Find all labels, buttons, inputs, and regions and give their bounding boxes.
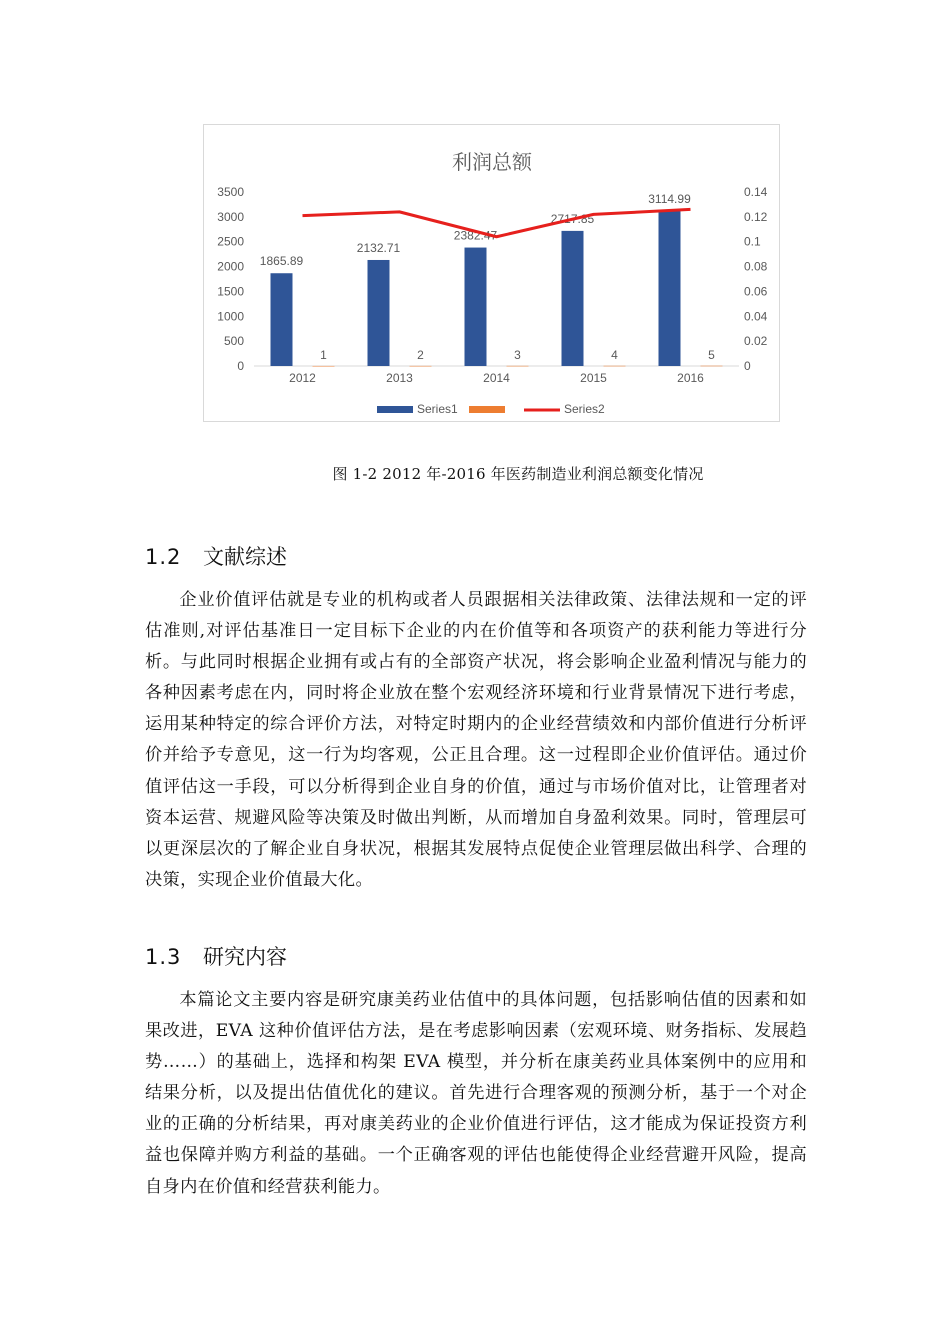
legend-swatch-series-blank (469, 406, 505, 413)
y-right-tick-label: 0.08 (744, 259, 768, 274)
bar-data-label: 2382.47 (453, 228, 498, 243)
legend-swatch-series1 (377, 406, 413, 413)
y-right-tick-label: 0.12 (744, 209, 768, 224)
chart-canvas (204, 125, 781, 423)
figure-caption: 图 1-2 2012 年-2016 年医药制造业利润总额变化情况 (332, 465, 704, 483)
x-tick-label: 2013 (386, 371, 413, 385)
bar-series2 (701, 366, 723, 367)
bar-small-label: 1 (320, 348, 327, 362)
section-title: 研究内容 (203, 945, 287, 969)
x-tick-label: 2016 (677, 371, 704, 385)
bar-data-label: 2717.85 (550, 211, 595, 226)
y-right-tick-label: 0.14 (744, 185, 768, 199)
paragraph-literature-review: 企业价值评估就是专业的机构或者人员跟据相关法律政策、法律法规和一定的评估准则,对评估基准日一定目标下企业的内在价值等和各项资产的获利能力等进行分析。与此同时根据企业拥有或占有的全部资产状况，将会影响企业盈利情况与能力的各种因素考虑在内，同时将企业放在整个宏观经济环境和行业背景情况下进行考虑，运用某种特定的综合评价方法，对特定时期内的企业经营绩效和内部价值进行分析评价并给予专意见，这一行为均客观，公正且合理。这一过程即企业价值评估。通过价值评估这一手段，可以分析得到企业自身的价值，通过与市场价值对比，让管理者对资本运营、规避风险等决策及时做出判断，从而增加自身盈利效果。同时，管理层可以更深层次的了解企业自身状况，根据其发展特点促使企业管理层做出科学、合理的决策，实现企业价值最大化。 (145, 590, 807, 890)
bar-series1 (271, 273, 293, 366)
profit-chart (203, 124, 780, 422)
y-right-tick-label: 0.1 (744, 234, 761, 249)
bar-data-label: 2132.71 (356, 240, 401, 255)
section-number: 1.2 (145, 545, 182, 569)
x-tick-label: 2015 (580, 371, 607, 385)
bar-small-label: 3 (514, 348, 521, 362)
y-right-tick-label: 0 (744, 359, 751, 373)
section-heading-1-3 (145, 941, 287, 971)
legend-label-series2: Series2 (564, 402, 605, 416)
y-right-tick-label: 0.04 (744, 309, 768, 324)
bar-small-label: 5 (708, 348, 715, 362)
y-right-tick-label: 0.02 (744, 334, 768, 349)
bar-small-label: 2 (417, 348, 424, 362)
y-left-tick-label: 500 (223, 334, 244, 349)
y-left-tick-label: 2500 (217, 234, 244, 249)
y-right-tick-label: 0.06 (744, 284, 768, 299)
y-left-tick-label: 3500 (217, 185, 244, 199)
y-left-tick-label: 3000 (217, 209, 244, 224)
y-left-tick-label: 1500 (217, 284, 244, 299)
chart-title: 利润总额 (452, 152, 532, 174)
section-title: 文献综述 (203, 545, 287, 569)
y-left-tick-label: 0 (237, 359, 244, 373)
x-tick-label: 2012 (289, 371, 316, 385)
bar-series1 (465, 248, 487, 366)
bar-series1 (562, 231, 584, 366)
section-number: 1.3 (145, 945, 182, 969)
paragraph-research-content: 本篇论文主要内容是研究康美药业估值中的具体问题，包括影响估值的因素和如果改进，EVA 这种价值评估方法，是在考虑影响因素（宏观环境、财务指标、发展趋势……）的基础上，选择和构架 EVA 模型，并分析在康美药业具体案例中的应用和结果分析，以及提出估值优化的建议。首先进行合理客观的预测分析，基于一个对企业的正确的分析结果，再对康美药业的企业价值进行评估，这才能成为保证投资方利益也保障并购方利益的基础。一个正确客观的评估也能使得企业经营避开风险，提高自身内在价值和经营获利能力。 (145, 990, 807, 1197)
bar-series2 (410, 366, 432, 367)
legend-label-series1: Series1 (417, 402, 458, 416)
bar-series2 (313, 366, 335, 367)
x-tick-label: 2014 (483, 371, 510, 385)
bar-data-label: 1865.89 (259, 254, 304, 269)
bar-series2 (507, 366, 529, 367)
bar-small-label: 4 (611, 348, 618, 362)
y-left-tick-label: 2000 (217, 259, 244, 274)
bar-data-label: 3114.99 (648, 192, 691, 207)
bar-series2 (604, 366, 626, 367)
bar-series1 (659, 211, 681, 366)
bar-series1 (368, 260, 390, 366)
section-heading-1-2 (145, 541, 287, 571)
y-left-tick-label: 1000 (217, 309, 244, 324)
